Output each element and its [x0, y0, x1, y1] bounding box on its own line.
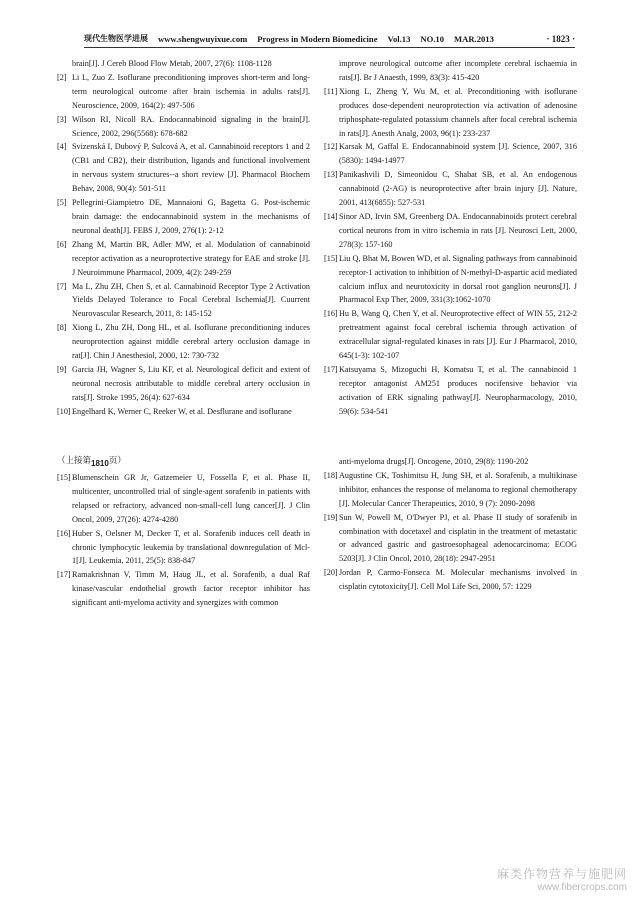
- reference-item: [57, 568, 310, 610]
- references-top-left: [57, 57, 310, 419]
- reference-text: improve neurological outcome after incomplete cerebral ischaemia in rats[J]. Br J Anaesth, 1999, 83(3): 415-420: [339, 59, 577, 82]
- reference-item: [57, 471, 310, 527]
- reference-number: [16]: [324, 309, 338, 319]
- reference-text: Liu Q, Bhat M, Bowen WD, et al. Signaling pathways from cannabinoid receptor-1 activation to inhibition of N-methyl-D-aspartic acid mediated calcium influx and neurotoxicity in dorsal root ganglion neurons[J]. J Pharmacol Exp Ther, 2009, 331(3):1062-1070: [339, 253, 577, 305]
- reference-number: [14]: [324, 211, 338, 221]
- reference-item: [324, 455, 577, 469]
- continued-from-note: [57, 454, 126, 466]
- references-top-right: [324, 57, 577, 419]
- reference-item: [324, 210, 577, 252]
- reference-text: Katsuyama S, Mizoguchi H, Komatsu T, et al. The cannabinoid 1 receptor antagonist AM251 produces nocifensive behavior via activation of ERK signaling pathway[J]. Neuropharmacology, 2010, 59(6): 534-541: [339, 364, 577, 416]
- journal-title-cn: 现代生物医学进展: [84, 34, 148, 43]
- reference-text: Engelhard K, Werner C, Reeker W, et al. Desflurane and isoflurane: [72, 406, 292, 416]
- reference-number: [15]: [57, 473, 71, 482]
- reference-text: Zhang M, Martin BR, Adler MW, et al. Modulation of cannabinoid receptor activation as a neuroprotective strategy for EAE and stroke [J]. J Neuroimmune Pharmacol, 2009, 4(2): 249-259: [72, 239, 310, 277]
- journal-title-en: Progress in Modern Biomedicine: [257, 34, 378, 44]
- continued-suffix: 页）: [108, 456, 126, 466]
- reference-number: [20]: [324, 568, 338, 578]
- reference-item: [57, 405, 310, 419]
- reference-number: [5]: [57, 198, 67, 208]
- references-bottom-left: [57, 471, 310, 610]
- reference-item: [57, 57, 310, 71]
- journal-volume: Vol.13: [387, 34, 411, 44]
- reference-number: [17]: [324, 364, 338, 374]
- watermark-url: www.fibercrops.com: [537, 882, 627, 893]
- reference-text: brain[J]. J Cereb Blood Flow Metab, 2007, 27(6): 1108-1128: [72, 59, 272, 68]
- reference-item: [57, 527, 310, 569]
- journal-number: NO.10: [420, 34, 445, 44]
- reference-number: [8]: [57, 323, 67, 333]
- watermark-cn: 麻类作物营养与施肥网: [496, 867, 627, 881]
- reference-item: [57, 238, 310, 280]
- reference-number: [18]: [324, 470, 338, 480]
- continued-page: 1810: [91, 459, 109, 468]
- reference-text: Augustine CK, Toshimitsu H, Jung SH, et al. Sorafenib, a multikinase inhibitor, enhances the response of melanoma to regional chemotherapy [J]. Molecular Cancer Therapeutics, 2010, 9 (7): 2090-2098: [339, 470, 577, 508]
- reference-text: Pellegrini-Giampietro DE, Mannaioni G, Bagetta G. Post-ischemic brain damage: the endocannabinoid system in the mechanisms of neuronal death[J]. FEBS J, 2009, 276(1): 2-12: [72, 198, 310, 235]
- reference-text: Garcia JH, Wagner S, Liu KF, et al. Neurological deficit and extent of neuronal necrosis attributable to middle cerebral artery occlusion in rats[J]. Stroke 1995, 26(4): 627-634: [72, 364, 310, 402]
- reference-item: [57, 196, 310, 238]
- reference-number: [4]: [57, 142, 67, 152]
- reference-text: Ma L, Zhu ZH, Chen S, et al. Cannabinoid Receptor Type 2 Activation Yields Delayed Tolerance to Focal Cerebral Ischemia[J]. Cuurrent Neurovascular Research, 2011, 8: 145-152: [72, 281, 310, 319]
- journal-date: MAR.2013: [454, 34, 494, 44]
- reference-text: anti-myeloma drugs[J]. Oncogene, 2010, 29(8): 1190-202: [339, 457, 529, 466]
- reference-number: [2]: [57, 72, 67, 82]
- reference-item: [57, 113, 310, 141]
- reference-text: Xiong L, Zhu ZH, Dong HL, et al. Isoflurane preconditioning induces neuroprotection against middle cerebral artery occlusion damage in rat[J]. Chin J Anesthesiol, 2000, 12: 730-732: [72, 323, 310, 361]
- reference-text: Li L, Zuo Z. Isoflurane preconditioning improves short-term and long-term neurological outcome after brain ischemia in adults rats[J]. Neuroscience, 2009, 164(2): 497-506: [72, 72, 310, 110]
- reference-item: [57, 321, 310, 363]
- reference-text: Ramakrishnan V, Timm M, Haug JL, et al. Sorafenib, a dual Raf kinase/vascular endothelial growth factor receptor inhibitor has significant anti-myeloma activity and synergizes with common: [72, 570, 310, 608]
- reference-item: [324, 469, 577, 511]
- reference-item: [324, 57, 577, 85]
- continued-prefix: （上接第: [57, 456, 92, 466]
- reference-number: [9]: [57, 364, 67, 374]
- reference-item: [324, 566, 577, 594]
- reference-number: [6]: [57, 239, 67, 249]
- reference-item: [57, 71, 310, 113]
- reference-item: [324, 168, 577, 210]
- reference-number: [3]: [57, 114, 67, 124]
- reference-text: Huber S, Oelsner M, Decker T, et al. Sorafenib induces cell death in chronic lymphocytic leukemia by translational downregulation of Mcl-1[J]. Leukemia, 2011, 25(5): 838-847: [72, 528, 310, 566]
- journal-site: www.shengwuyixue.com: [158, 34, 248, 44]
- reference-item: [324, 140, 577, 168]
- reference-text: Wilson RI, Nicoll RA. Endocannabinoid signaling in the brain[J]. Science, 2002, 296(5568): 678-682: [72, 114, 310, 138]
- reference-text: Jordan P, Carmo-Fonseca M. Molecular mechanisms involved in cisplatin cytotoxicity[J]. Cell Mol Life Sci, 2000, 57: 1229: [339, 568, 577, 592]
- reference-item: [324, 363, 577, 419]
- reference-text: Xiong L, Zheng Y, Wu M, et al. Preconditioning with isoflurane produces dose-dependent neuroprotection via activation of adenosine triphosphate-regulated potassium channels after focal cerebral ischemia in rats[J]. Anesth Analg, 2003, 96(1): 233-237: [339, 86, 577, 138]
- reference-item: [324, 511, 577, 567]
- references-bottom-right: [324, 455, 577, 594]
- reference-number: [16]: [57, 528, 71, 538]
- page-number: · 1823 ·: [546, 34, 575, 44]
- reference-item: [57, 280, 310, 322]
- reference-number: [12]: [324, 142, 338, 152]
- reference-text: Sun W, Powell M, O'Dwyer PJ, et al. Phase II study of sorafenib in combination with docetaxel and cisplatin in the treatment of metastatic or advanced gastric and gastroesophageal adenocarcinoma: ECOG 5203[J]. J Clin Oncol, 2010, 28(18): 2947-2951: [339, 512, 577, 564]
- reference-number: [13]: [324, 170, 338, 180]
- reference-number: [17]: [57, 570, 71, 580]
- reference-item: [57, 140, 310, 196]
- reference-number: [7]: [57, 281, 67, 291]
- watermark: [497, 865, 627, 893]
- reference-item: [324, 252, 577, 308]
- reference-item: [324, 307, 577, 363]
- reference-item: [324, 85, 577, 141]
- reference-number: [10]: [57, 406, 71, 416]
- reference-text: Hu B, Wang Q, Chen Y, et al. Neuroprotective effect of WIN 55, 212-2 pretreatment against focal cerebral ischemia through activation of extracellular signal-regulated kinases in rats [J]. Eur J Pharmacol, 2010, 645(1-3): 102-107: [339, 309, 577, 361]
- reference-text: Karsak M, Gaffal E. Endocannabinoid system [J]. Science, 2007, 316 (5830): 1494-14977: [339, 142, 577, 166]
- running-header: [84, 26, 575, 48]
- reference-text: Blumenschein GR Jr, Gatzemeier U, Fossella F, et al. Phase II, multicenter, uncontrolled trial of single-agent sorafenib in patients with relapsed or refractory, advanced non-small-cell lung cancer[J]. J Clin Oncol, 2009, 27(26): 4274-4280: [72, 473, 310, 524]
- reference-item: [57, 363, 310, 405]
- reference-text: Svizenská I, Dubový P, Sulcová A, et al. Cannabinoid receptors 1 and 2 (CB1 and CB2), their distribution, ligands and functional involvement in nervous system structures--a short review [J]. Pharmacol Biochem Behav, 2008, 90(4): 501-511: [72, 142, 310, 194]
- reference-number: [19]: [324, 512, 338, 522]
- reference-text: Sinor AD, Irvin SM, Greenberg DA. Endocannabinoids protect cerebral cortical neurons from in vitro ischemia in rats [J]. Neurosci Lett, 2000, 278(3): 157-160: [339, 211, 577, 249]
- reference-text: Panikashvili D, Simeonidou C, Shabat SB, et al. An endogenous cannabinoid (2-AG) is neuroprotective after brain injury [J]. Nature, 2001, 413(6855): 527-531: [339, 170, 577, 208]
- reference-number: [15]: [324, 253, 338, 263]
- reference-number: [11]: [324, 86, 338, 96]
